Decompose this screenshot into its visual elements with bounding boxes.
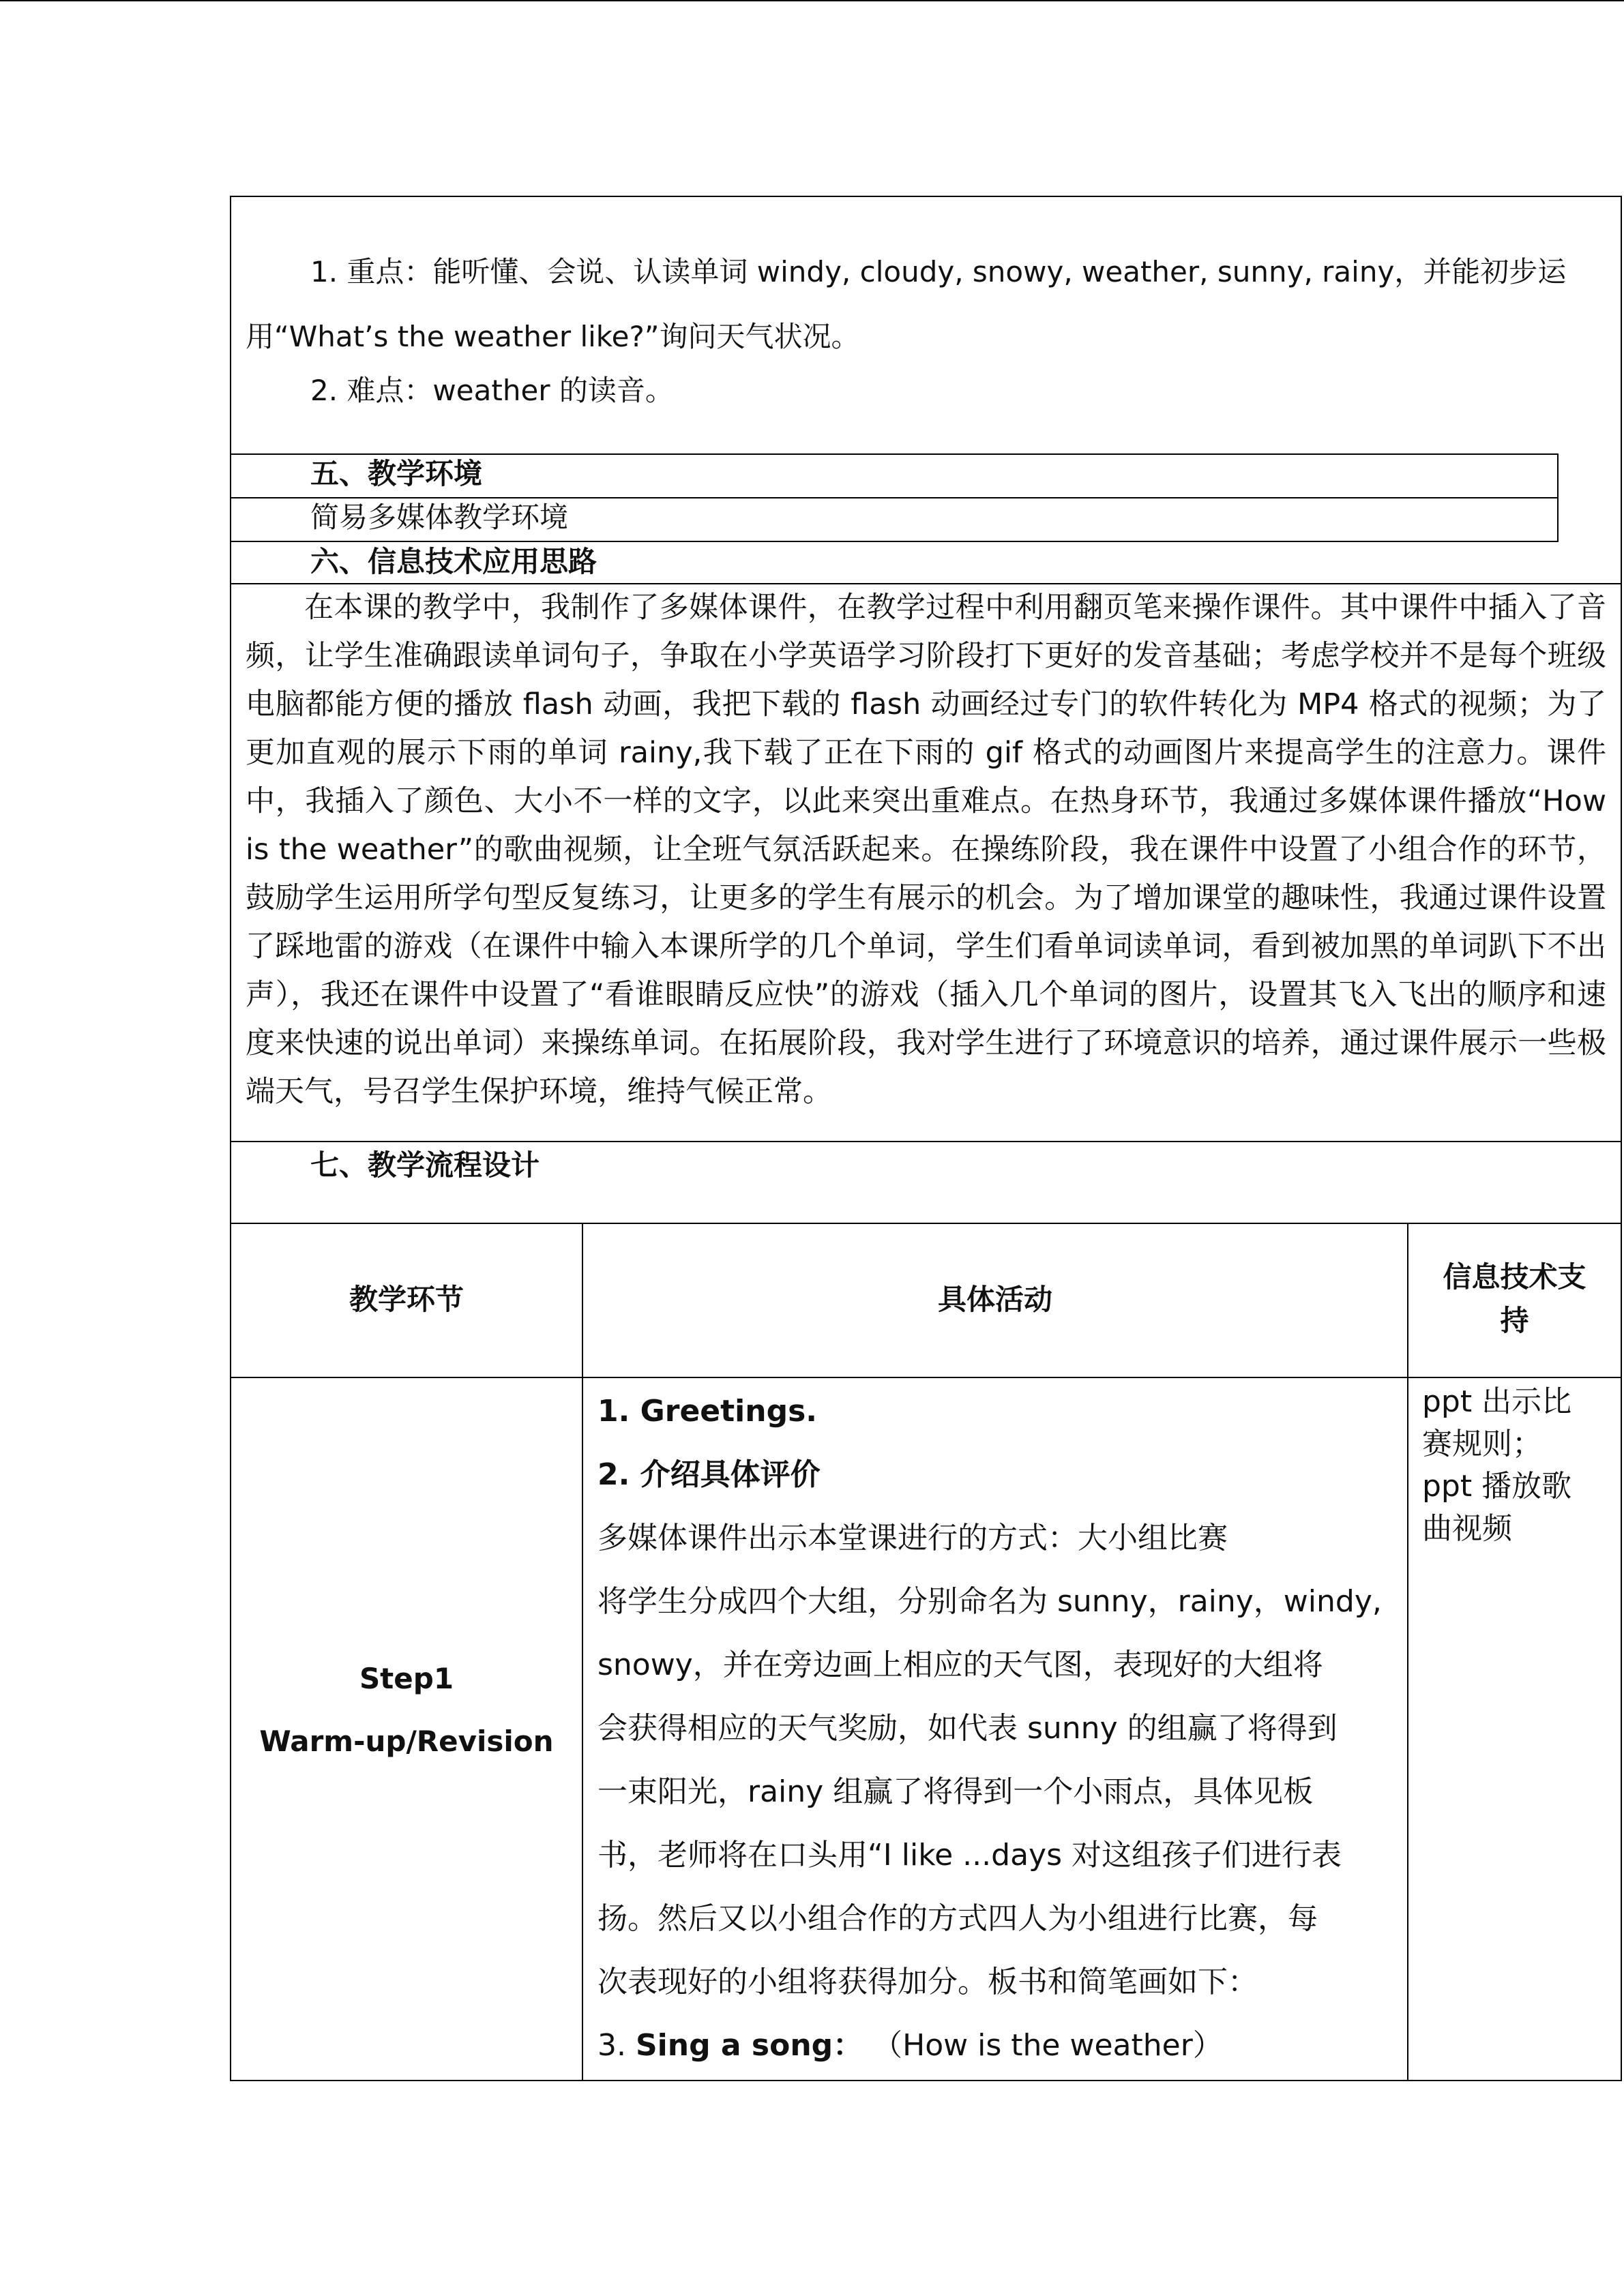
key-point-2: 2. 难点：weather 的读音。 [310,374,674,407]
activity-line: 会获得相应的天气奖励，如代表 sunny 的组赢了将得到 [597,1711,1338,1746]
activity-line: 一束阳光，rainy 组赢了将得到一个小雨点，具体见板 [597,1774,1314,1809]
section6-paragraph: 在本课的教学中，我制作了多媒体课件，在教学过程中利用翻页笔来操作课件。其中课件中插入了音频，让学生准确跟读单词句子，争取在小学英语学习阶段打下更好的发音基础；考虑学校并不是每个班级电脑都能方便的播放 flash 动画，我把下载的 flash 动画经过专门的软件转化为 MP4 格式的视频；为了更加直观的展示下雨的单词 rainy,我下载了正在下雨的 gif 格式的动画图片来提高学生的注意力。课件中，我插入了颜色、大小不一样的文字，以此来突出重难点。在热身环节，我通过多媒体课件播放“How is the weather”的歌曲视频，让全班气氛活跃起来。在操练阶段，我在课件中设置了小组合作的环节，鼓励学生运用所学句型反复练习，让更多的学生有展示的机会。为了增加课堂的趣味性，我通过课件设置了踩地雷的游戏（在课件中输入本课所学的几个单词，学生们看单词读单词，看到被加黑的单词趴下不出声），我还在课件中设置了“看谁眼睛反应快”的游戏（插入几个单词的图片，设置其飞入飞出的顺序和速度来快速的说出单词）来操练单词。在拓展阶段，我对学生进行了环境意识的培养，通过课件展示一些极端天气，号召学生保护环境，维持气候正常。 [246,591,1606,1109]
header-specific-activities: 具体活动 [937,1283,1052,1316]
step1-label: Step1 [359,1662,454,1695]
header-it-support-line-1: 信息技术支 [1443,1260,1586,1294]
flow-table-col-divider-1 [582,1223,583,2080]
page-top-rule [0,0,1624,1]
activity-line: 次表现好的小组将获得加分。板书和简笔画如下： [597,1965,1258,1999]
step1-it-support [1422,1381,1616,1550]
key-point-1-line-1: 1. 重点：能听懂、会说、认读单词 windy, cloudy, snowy, weather, sunny, rainy，并能初步运 [310,255,1567,288]
activity-evaluation-heading: 2. 介绍具体评价 [597,1457,821,1492]
activity-line: 扬。然后又以小组合作的方式四人为小组进行比赛，每 [597,1901,1318,1936]
step1-stage-name: Warm-up/Revision [259,1725,554,1758]
section5-bottom-border [231,541,1559,542]
key-point-1-line-2: 用“What’s the weather like?”询问天气状况。 [246,320,860,353]
activity-line: 多媒体课件出示本堂课进行的方式：大小组比赛 [597,1521,1228,1555]
header-it-support-line-2: 持 [1500,1304,1529,1337]
flow-table-col-divider-2 [1407,1223,1408,2080]
activity-sing-a-song [597,2014,1402,2077]
song-label: Sing a song： [635,2028,863,2063]
activity-line: snowy，并在旁边画上相应的天气图，表现好的大组将 [597,1648,1323,1682]
section6-heading: 六、信息技术应用思路 [310,545,597,578]
step1-activities [597,1380,1402,2077]
flow-table-header-bottom-border [231,1377,1622,1378]
section5-top-border [231,453,1559,455]
section7-top-border [231,1141,1622,1142]
section7-heading: 七、教学流程设计 [310,1148,540,1182]
section5-heading: 五、教学环境 [310,457,483,490]
it-support-line: 曲视频 [1422,1511,1512,1546]
flow-table-top-border [231,1223,1622,1224]
song-title: （How is the weather） [872,2028,1223,2063]
header-teaching-stage: 教学环节 [349,1283,464,1316]
section5-right-border [1557,453,1559,542]
it-support-line: ppt 出示比 [1422,1384,1572,1419]
it-support-line: ppt 播放歌 [1422,1469,1572,1504]
it-support-line: 赛规则； [1422,1427,1542,1461]
song-prefix: 3. [597,2028,626,2063]
section5-mid-border [231,497,1559,498]
activity-greetings: 1. Greetings. [597,1394,817,1429]
section5-content: 简易多媒体教学环境 [310,501,569,534]
activity-line: 将学生分成四个大组，分别命名为 sunny，rainy，windy, [597,1584,1382,1619]
activity-line: 书，老师将在口头用“I like ...days 对这组孩子们进行表 [597,1838,1342,1873]
